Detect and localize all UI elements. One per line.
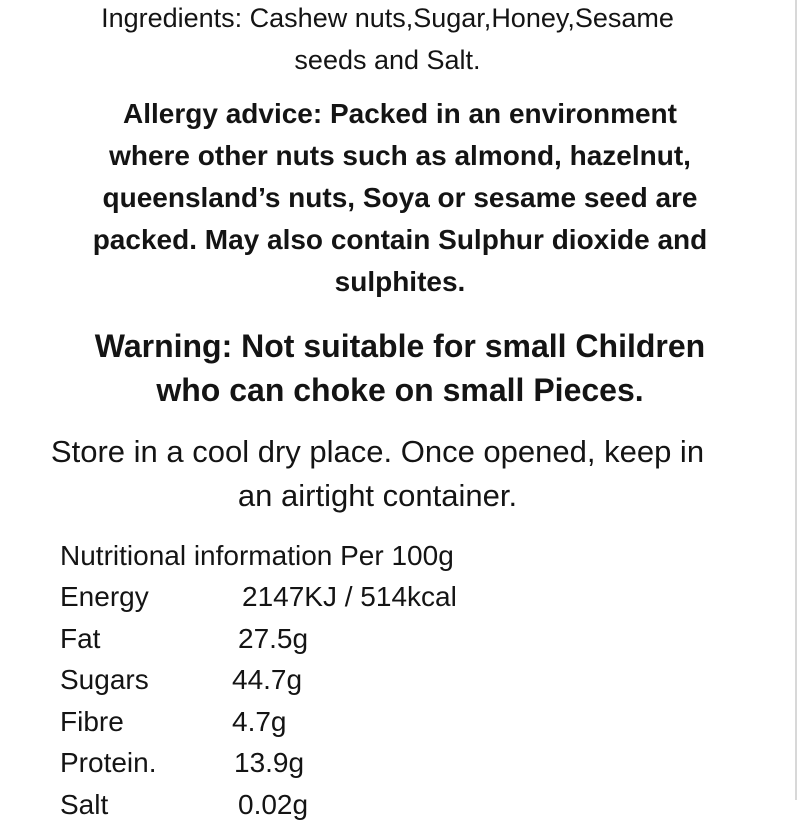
nutrient-name: Protein.	[60, 742, 157, 784]
ingredients-line-1: Ingredients: Cashew nuts,Sugar,Honey,Sesame	[101, 3, 674, 33]
allergy-line-1: Allergy advice: Packed in an environment	[123, 98, 677, 129]
nutrient-value: 4.7g	[232, 701, 287, 743]
storage-line-2: an airtight container.	[238, 478, 517, 513]
warning-line-1: Warning: Not suitable for small Children	[95, 328, 705, 364]
allergy-line-3: queensland’s nuts, Soya or sesame seed are	[103, 182, 698, 213]
nutrient-value: 0.02g	[238, 784, 308, 825]
nutrition-row-energy	[60, 576, 660, 618]
nutrient-value: 13.9g	[234, 742, 304, 784]
nutrition-row-protein	[60, 742, 660, 784]
nutrient-value: 44.7g	[232, 659, 302, 701]
nutrition-row-salt	[60, 784, 660, 825]
warning-line-2: who can choke on small Pieces.	[156, 372, 643, 408]
allergy-line-5: sulphites.	[335, 266, 466, 297]
allergy-line-4: packed. May also contain Sulphur dioxide and	[93, 224, 708, 255]
nutrient-name: Fibre	[60, 701, 124, 743]
nutrient-value: 27.5g	[238, 618, 308, 660]
nutrient-value: 2147KJ / 514kcal	[242, 576, 457, 618]
nutrient-name: Energy	[60, 576, 149, 618]
nutrition-table	[60, 536, 660, 825]
allergy-line-2: where other nuts such as almond, hazelnut,	[109, 140, 691, 171]
ingredients-line-2: seeds and Salt.	[294, 45, 480, 75]
nutrient-name: Salt	[60, 784, 108, 825]
nutrient-name: Fat	[60, 618, 100, 660]
nutrition-row-sugars	[60, 659, 660, 701]
storage-line-1: Store in a cool dry place. Once opened, keep in	[51, 434, 704, 469]
choking-warning	[0, 324, 800, 412]
allergy-advice	[20, 93, 780, 303]
nutrition-header: Nutritional information Per 100g	[60, 536, 660, 576]
nutrition-row-fibre	[60, 701, 660, 743]
nutrition-row-fat	[60, 618, 660, 660]
ingredients-text	[0, 0, 775, 81]
storage-instructions	[0, 430, 755, 518]
nutrient-name: Sugars	[60, 659, 149, 701]
